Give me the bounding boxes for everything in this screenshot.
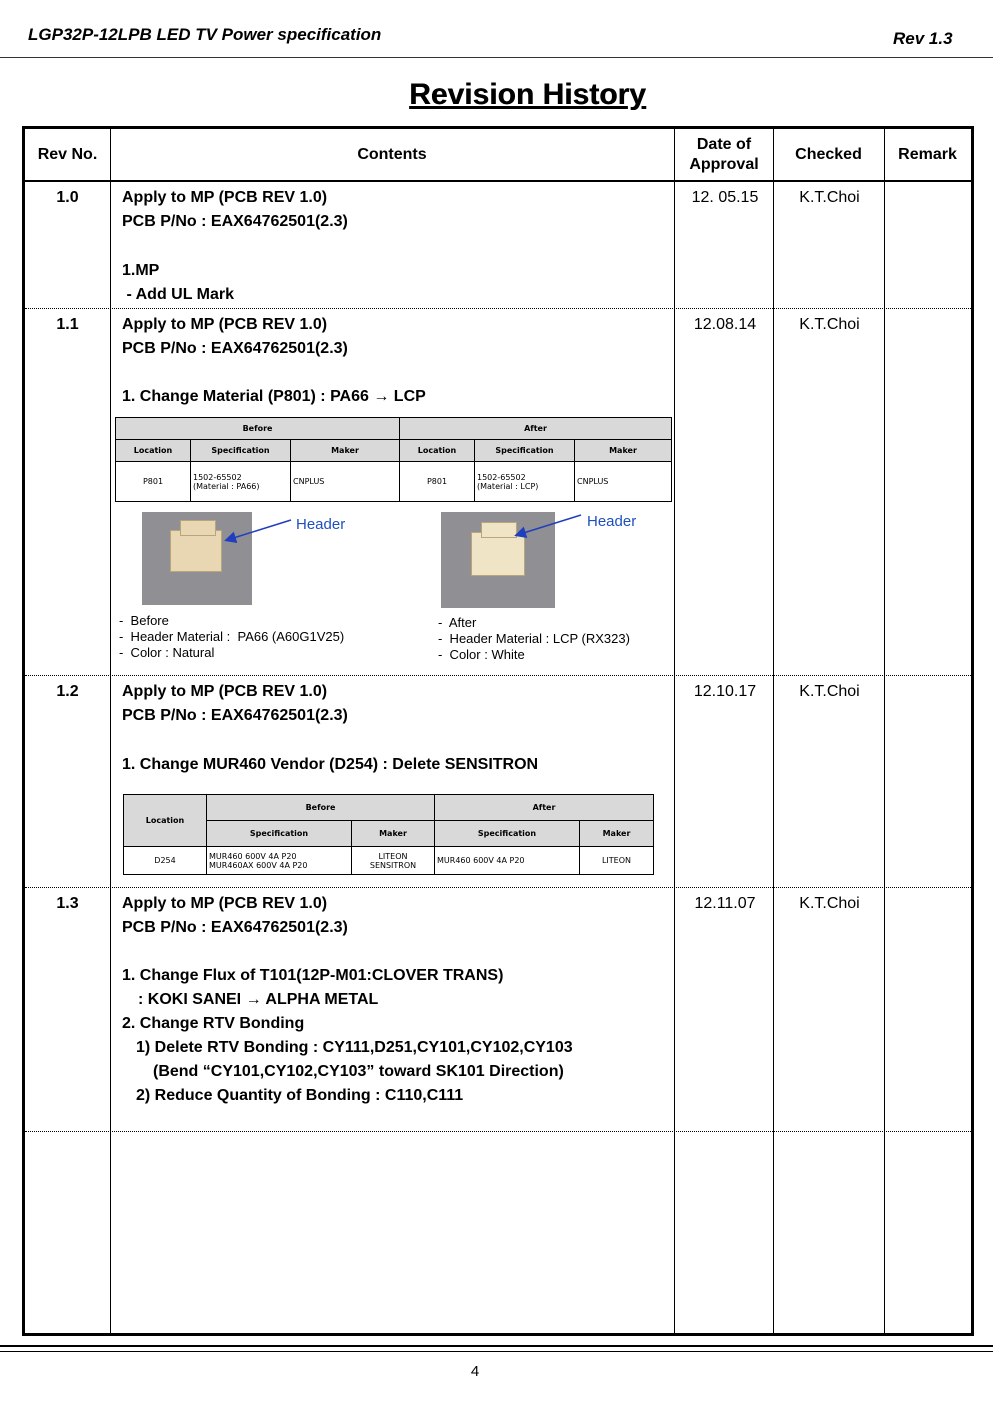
document-title: LGP32P-12LPB LED TV Power specification (28, 25, 382, 44)
table-cell: P801 (400, 462, 475, 502)
after-note: - Color : White (438, 647, 525, 662)
table-cell: P801 (116, 462, 191, 502)
header-date-of-approval: Date of Approval (689, 136, 759, 173)
content-line: Apply to MP (PCB REV 1.0) (122, 316, 328, 333)
header-divider (0, 57, 993, 58)
page-title: Revision History (409, 78, 646, 111)
location-header: Location (124, 795, 207, 847)
row-divider (25, 1131, 971, 1132)
checked-by: K.T.Choi (799, 895, 860, 912)
content-line: PCB P/No : EAX64762501(2.3) (122, 919, 348, 936)
content-line: 2. Change RTV Bonding (122, 1015, 305, 1032)
column-header: Location (400, 440, 475, 462)
approval-date: 12.08.14 (693, 316, 757, 333)
content-line: 1.MP (122, 262, 160, 279)
content-line: PCB P/No : EAX64762501(2.3) (122, 340, 348, 357)
content-line: 1. Change MUR460 Vendor (D254) : Delete SENSITRON (122, 756, 539, 773)
column-header: Specification (435, 821, 580, 847)
table-cell: MUR460 600V 4A P20 (435, 847, 580, 875)
table-cell: 1502-65502 (Material : LCP) (475, 462, 575, 502)
content-line: 1. Change Flux of T101(12P-M01:CLOVER TRANS) (122, 967, 504, 984)
table-cell: MUR460 600V 4A P20 MUR460AX 600V 4A P20 (207, 847, 352, 875)
approval-date: 12.10.17 (693, 683, 757, 700)
approval-date: 12. 05.15 (691, 189, 759, 206)
rev-number: 1.2 (56, 683, 79, 700)
revision-label: Rev 1.3 (893, 29, 953, 48)
footer-divider (0, 1345, 993, 1347)
after-header: After (400, 418, 672, 440)
header-checked: Checked (795, 146, 862, 163)
table-cell: LITEON SENSITRON (352, 847, 435, 875)
before-header: Before (207, 795, 435, 821)
before-note: - Header Material : PA66 (A60G1V25) (119, 629, 345, 644)
content-line: 1) Delete RTV Bonding : CY111,D251,CY101,CY102,CY103 (136, 1039, 573, 1056)
column-header: Specification (207, 821, 352, 847)
column-header: Location (116, 440, 191, 462)
content-line: PCB P/No : EAX64762501(2.3) (122, 707, 348, 724)
column-header: Maker (580, 821, 654, 847)
table-cell: LITEON (580, 847, 654, 875)
checked-by: K.T.Choi (799, 316, 860, 333)
column-header: Maker (291, 440, 400, 462)
page-number: 4 (470, 1363, 480, 1380)
approval-date: 12.11.07 (694, 895, 756, 912)
rev-number: 1.3 (56, 895, 79, 912)
row-divider (25, 887, 971, 888)
after-header: After (435, 795, 654, 821)
after-note: - Header Material : LCP (RX323) (438, 631, 630, 646)
before-note: - Color : Natural (119, 645, 215, 660)
vendor-change-table (123, 794, 654, 875)
table-cell: D254 (124, 847, 207, 875)
content-line: 2) Reduce Quantity of Bonding : C110,C111 (136, 1087, 464, 1104)
content-line: Apply to MP (PCB REV 1.0) (122, 189, 328, 206)
column-header: Specification (475, 440, 575, 462)
content-line: Apply to MP (PCB REV 1.0) (122, 895, 328, 912)
arrow (517, 515, 581, 535)
column-header: Maker (575, 440, 672, 462)
header-label: Header (587, 513, 637, 530)
table-cell: CNPLUS (575, 462, 672, 502)
column-header: Specification (191, 440, 291, 462)
column-header: Maker (352, 821, 435, 847)
label-arrows (25, 129, 971, 689)
checked-by: K.T.Choi (799, 683, 860, 700)
rev-number: 1.0 (56, 189, 79, 206)
footer-divider (0, 1351, 993, 1352)
content-line: (Bend “CY101,CY102,CY103” toward SK101 Direction) (153, 1063, 564, 1080)
before-header: Before (116, 418, 400, 440)
header-remark: Remark (898, 146, 957, 163)
content-line: PCB P/No : EAX64762501(2.3) (122, 213, 348, 230)
header-rev-no: Rev No. (37, 146, 98, 163)
revision-table (22, 126, 974, 1336)
table-cell: 1502-65502 (Material : PA66) (191, 462, 291, 502)
rev-number: 1.1 (56, 316, 79, 333)
after-note: - After (438, 615, 477, 630)
arrow (227, 520, 291, 540)
content-line: - Add UL Mark (122, 286, 235, 303)
checked-by: K.T.Choi (799, 189, 860, 206)
content-line: 1. Change Material (P801) : PA66 → LCP (122, 388, 426, 405)
table-cell: CNPLUS (291, 462, 400, 502)
before-note: - Before (119, 613, 169, 628)
content-line: : KOKI SANEI → ALPHA METAL (138, 991, 379, 1008)
header-label: Header (296, 516, 346, 533)
content-line: Apply to MP (PCB REV 1.0) (122, 683, 328, 700)
header-contents: Contents (357, 146, 427, 163)
